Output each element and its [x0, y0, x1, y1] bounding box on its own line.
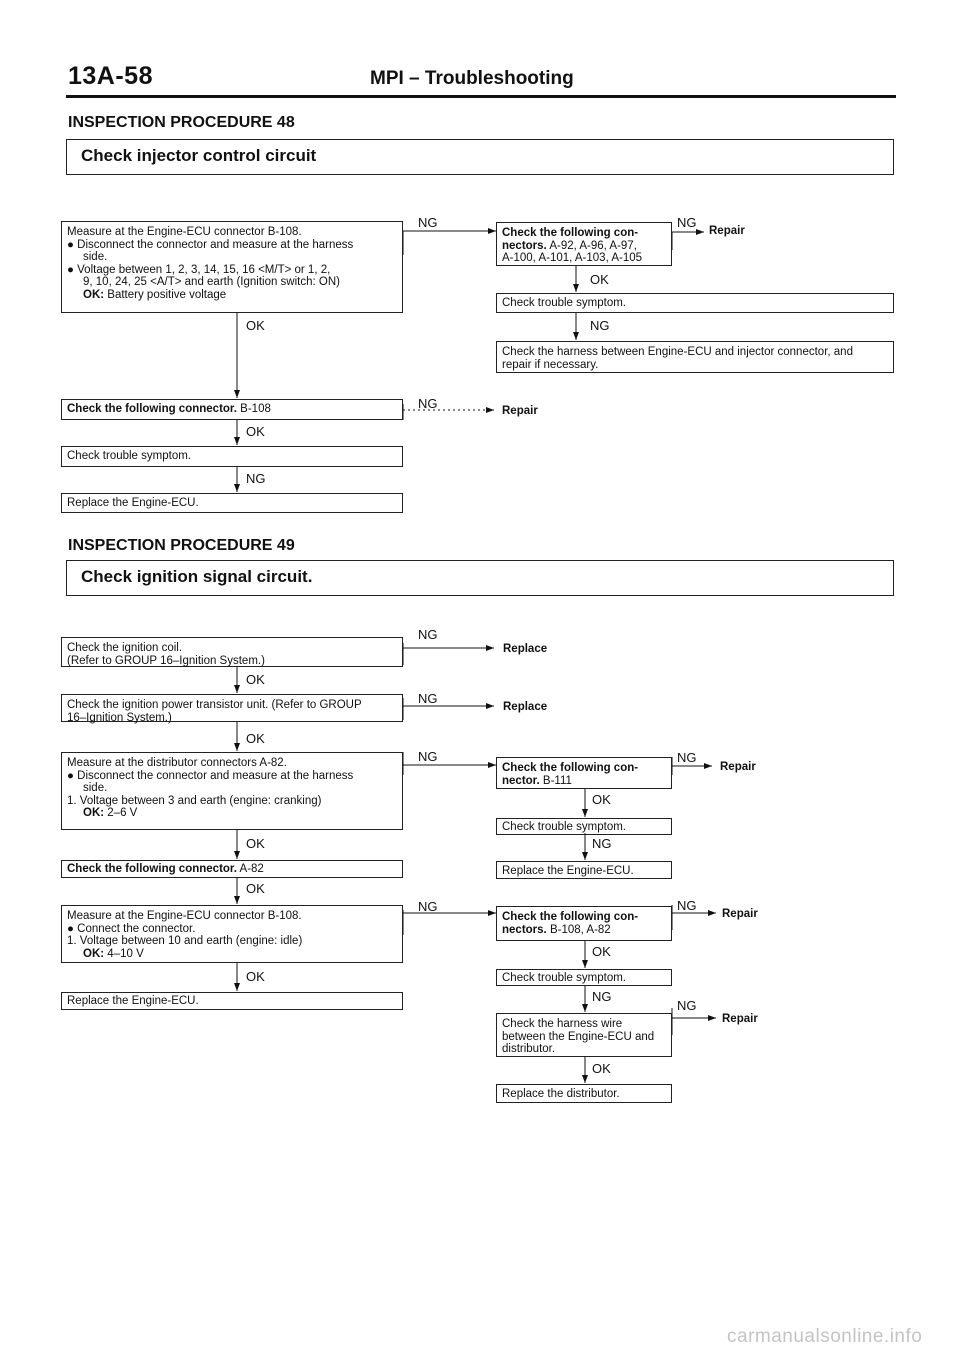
p49-label-ok-harness: OK	[592, 1061, 611, 1076]
p49-replace-distributor-text: Replace the distributor.	[502, 1088, 620, 1100]
procedure-49-title: Check ignition signal circuit.	[66, 560, 894, 596]
p49-conn-b108-a82-box	[496, 906, 672, 941]
p49-label-ng-dist: NG	[418, 749, 438, 764]
p49-b111-value: B-111	[542, 774, 572, 787]
p48-connectors-a-box	[496, 222, 672, 266]
p48-repair-1: Repair	[709, 225, 745, 237]
p48-label-ng1: NG	[418, 215, 438, 230]
p49-replace-ecu-b-box	[61, 992, 403, 1010]
p49-coil-box	[61, 637, 403, 667]
p48-trouble-b-box	[61, 446, 403, 467]
p48-connector-b108-box	[61, 399, 403, 420]
p48-step1-ok-value: Battery positive voltage	[107, 288, 227, 301]
p49-ecu-line1: Measure at the Engine-ECU connector B-108.	[67, 910, 302, 922]
header-rule	[66, 95, 896, 98]
p48-step1-ok-label: OK:	[83, 288, 105, 301]
p49-transistor-box	[61, 694, 403, 722]
p49-label-ok-b108a82: OK	[592, 944, 611, 959]
p49-trouble-b-text: Check trouble symptom.	[502, 972, 626, 984]
p49-label-ok-dist: OK	[246, 836, 265, 851]
p49-label-ng-ecu: NG	[418, 899, 438, 914]
p48-step1-bullet2b: 9, 10, 24, 25 <A/T> and earth (Ignition switch: ON)	[83, 276, 340, 288]
p49-dist-num1: 1. Voltage between 3 and earth (engine: cranking)	[67, 794, 322, 807]
p48-step1-line1: Measure at the Engine-ECU connector B-108.	[67, 226, 302, 238]
page-number: 13A-58	[68, 62, 153, 90]
p48-label-ok3: OK	[246, 424, 265, 439]
p48-label-ng2: NG	[677, 215, 697, 230]
p48-replace-ecu-box	[61, 493, 403, 513]
p49-label-ng-b111: NG	[677, 750, 697, 765]
p48-label-ng3: NG	[590, 318, 610, 333]
p49-harness-line3: distributor.	[502, 1043, 556, 1055]
p49-label-ng-trouble-b: NG	[592, 989, 612, 1004]
p49-ecu-bullet1: ● Connect the connector.	[67, 922, 196, 935]
p49-replace-2: Replace	[503, 701, 548, 713]
p48-ecu-measure-box	[61, 221, 403, 313]
procedure-49-heading: INSPECTION PROCEDURE 49	[68, 537, 295, 554]
p49-label-ng-trans: NG	[418, 691, 438, 706]
p49-conn-b111-box	[496, 757, 672, 789]
p49-b108a82-bold: Check the following con-	[502, 911, 639, 923]
p49-repair-3: Repair	[722, 1013, 758, 1025]
p49-replace-ecu-a-box	[496, 861, 672, 879]
p48-conn-a-list2: A-100, A-101, A-103, A-105	[502, 252, 643, 264]
p49-label-ng-coil: NG	[418, 627, 438, 642]
p49-repair-1: Repair	[720, 761, 756, 773]
p48-conn-a-list1: A-92, A-96, A-97,	[549, 239, 637, 252]
p48-label-ng4: NG	[418, 396, 438, 411]
p48-conn-a-bold: Check the following con-	[502, 227, 639, 239]
page-title: MPI – Troubleshooting	[370, 68, 574, 89]
p49-transistor-line2: 16–Ignition System.)	[67, 711, 172, 724]
p49-label-ok-ecu: OK	[246, 969, 265, 984]
p49-coil-line2: (Refer to GROUP 16–Ignition System.)	[67, 654, 265, 667]
p49-dist-bullet1: ● Disconnect the connector and measure at the harness	[67, 769, 354, 782]
p49-dist-bullet1b: side.	[83, 782, 108, 794]
p49-label-ok-coil: OK	[246, 672, 265, 687]
p49-dist-ok-label: OK:	[83, 807, 105, 819]
p48-step1-bullet1b: side.	[83, 251, 108, 263]
p48-trouble-a-text: Check trouble symptom.	[502, 297, 626, 309]
p49-transistor-line1: Check the ignition power transistor unit. (Refer to GROUP	[67, 699, 362, 711]
p48-trouble-b-text: Check trouble symptom.	[67, 450, 191, 462]
p49-replace-distributor-box	[496, 1084, 672, 1103]
p49-harness-wire-box	[496, 1013, 672, 1057]
p49-label-ok-b111: OK	[592, 792, 611, 807]
p48-conn-a-bold2: nectors.	[502, 239, 547, 252]
p48-step1-bullet1: ● Disconnect the connector and measure at the harness	[67, 238, 354, 251]
p49-b108a82-bold2: nectors.	[502, 923, 547, 936]
p48-label-ok2: OK	[246, 318, 265, 333]
p49-label-ng-harness: NG	[677, 998, 697, 1013]
p49-b111-bold: Check the following con-	[502, 762, 639, 774]
procedure-48-title: Check injector control circuit	[66, 139, 894, 175]
p49-trouble-a-text: Check trouble symptom.	[502, 821, 626, 833]
p49-label-ng-trouble-a: NG	[592, 836, 612, 851]
p48-repair-2: Repair	[502, 405, 538, 417]
p49-dist-ok-value: 2–6 V	[107, 807, 138, 819]
p49-replace-ecu-a-text: Replace the Engine-ECU.	[502, 865, 634, 877]
p48-replace-ecu-text: Replace the Engine-ECU.	[67, 497, 199, 509]
p49-ecu-num1: 1. Voltage between 10 and earth (engine: idle)	[67, 935, 303, 947]
p49-label-ok-trans: OK	[246, 731, 265, 746]
watermark: carmanualsonline.info	[727, 1326, 923, 1347]
p48-harness-line1: Check the harness between Engine-ECU and injector connector, and	[502, 346, 853, 358]
p49-ecu-measure-box	[61, 905, 403, 963]
p49-distributor-box	[61, 752, 403, 830]
procedure-48-heading: INSPECTION PROCEDURE 48	[68, 114, 295, 131]
p49-a82-bold: Check the following connector.	[67, 863, 237, 875]
p49-replace-ecu-b-text: Replace the Engine-ECU.	[67, 995, 199, 1007]
p48-step1-bullet2: ● Voltage between 1, 2, 3, 14, 15, 16 <M/T> or 1, 2,	[67, 263, 331, 276]
p49-replace-1: Replace	[503, 643, 548, 655]
p48-label-ok1: OK	[590, 272, 609, 287]
p48-conn-b-bold: Check the following connector.	[67, 403, 237, 415]
p49-label-ok-a82: OK	[246, 881, 265, 896]
p48-trouble-a-box	[496, 293, 894, 313]
p48-conn-b-value: B-108	[240, 403, 271, 415]
p48-label-ng5: NG	[246, 471, 266, 486]
p49-repair-2: Repair	[722, 908, 758, 920]
p49-conn-a82-box	[61, 860, 403, 878]
p49-trouble-b-box	[496, 969, 672, 986]
p49-dist-line1: Measure at the distributor connectors A-82.	[67, 757, 287, 769]
p48-harness-line2: repair if necessary.	[502, 358, 599, 371]
p49-label-ng-b108a82: NG	[677, 898, 697, 913]
p49-trouble-a-box	[496, 818, 672, 835]
p49-ecu-ok-value: 4–10 V	[107, 947, 144, 960]
p48-harness-box	[496, 341, 894, 373]
p49-a82-value: A-82	[239, 863, 264, 875]
p49-b108a82-value: B-108, A-82	[549, 923, 611, 936]
p49-coil-line1: Check the ignition coil.	[67, 642, 183, 654]
p49-harness-line2: between the Engine-ECU and	[502, 1030, 655, 1043]
p49-b111-bold2: nector.	[502, 774, 540, 787]
p49-ecu-ok-label: OK:	[83, 947, 105, 960]
p49-harness-line1: Check the harness wire	[502, 1018, 623, 1030]
